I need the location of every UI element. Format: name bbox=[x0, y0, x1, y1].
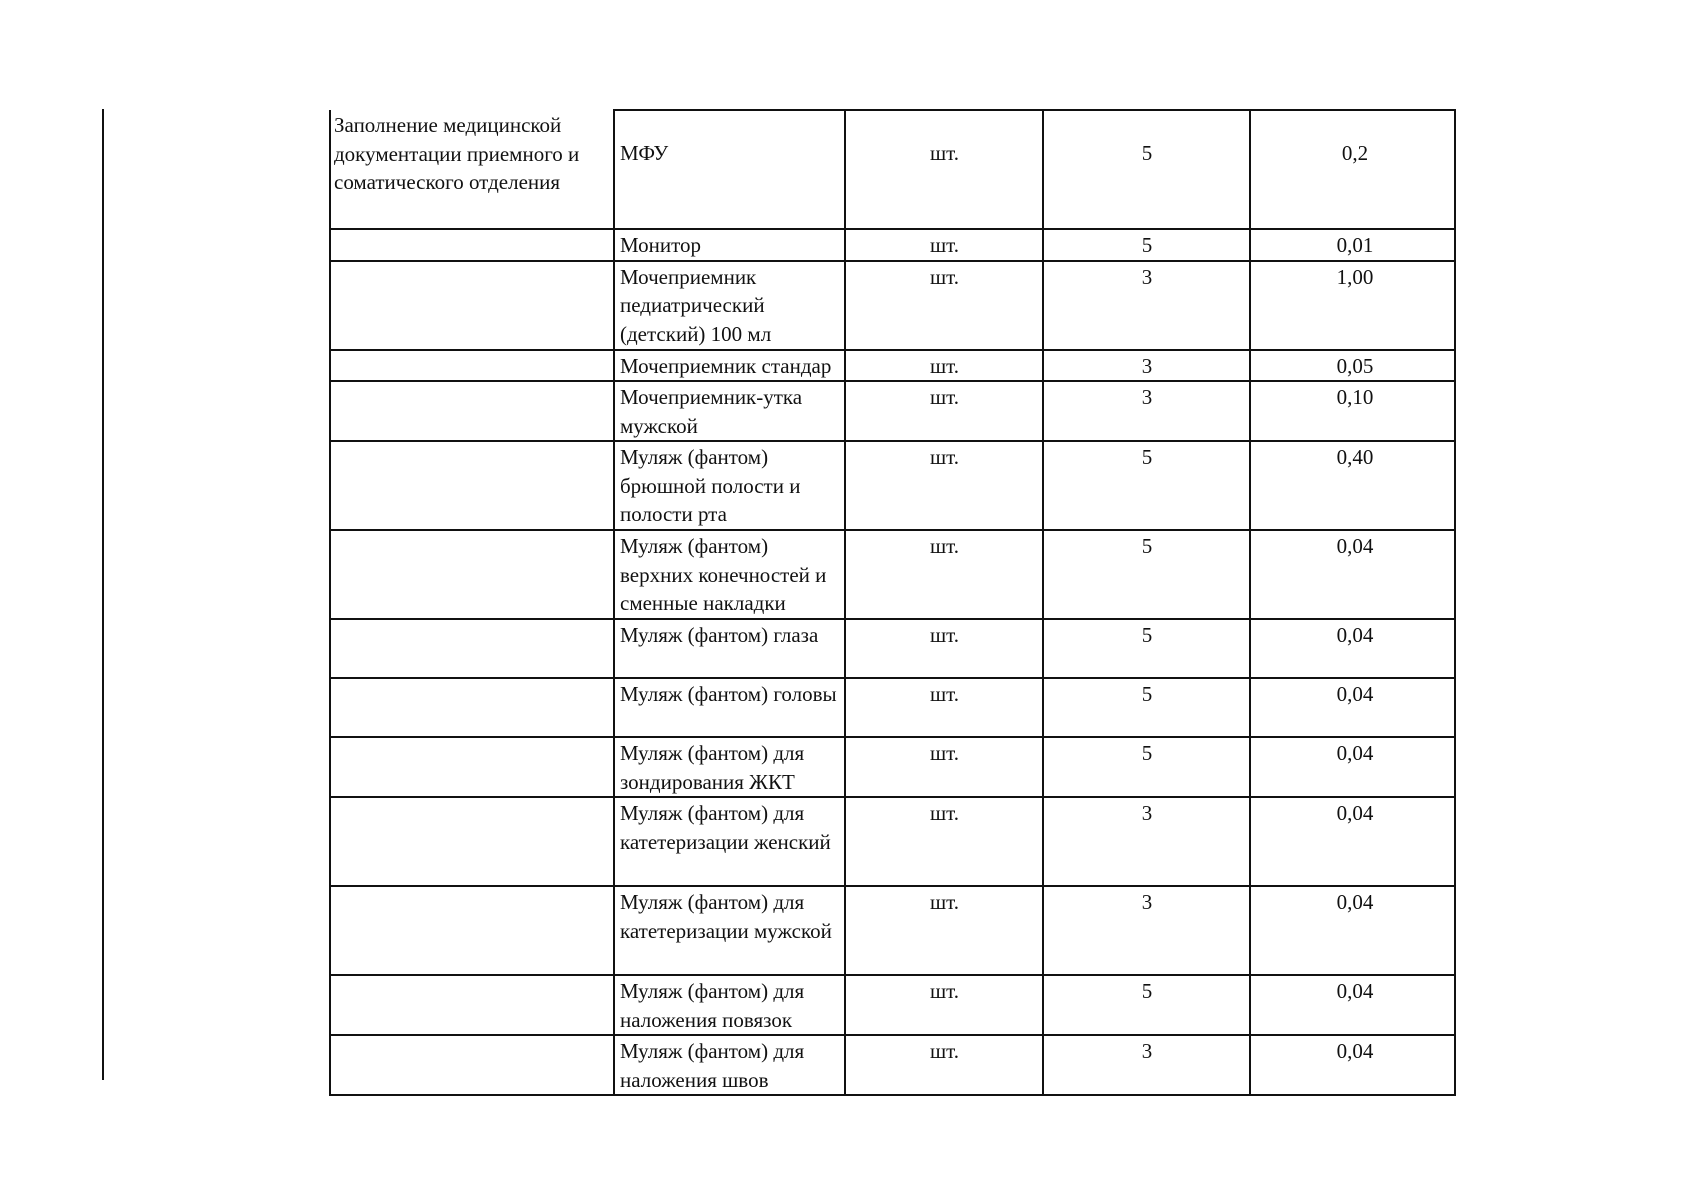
item-quantity: 5 bbox=[1043, 678, 1250, 737]
item-value: 0,04 bbox=[1250, 737, 1455, 797]
item-quantity: 3 bbox=[1043, 797, 1250, 886]
item-quantity: 5 bbox=[1043, 737, 1250, 797]
section-label-cell bbox=[330, 110, 614, 229]
item-value: 0,2 bbox=[1250, 110, 1455, 229]
item-unit: шт. bbox=[845, 441, 1043, 530]
table-row bbox=[330, 381, 1455, 441]
section-empty-cell bbox=[330, 975, 614, 1035]
section-empty-cell bbox=[330, 261, 614, 350]
item-name: Муляж (фантом) брюшной полости и полости рта bbox=[614, 441, 845, 530]
section-empty-cell bbox=[330, 678, 614, 737]
table-row bbox=[330, 797, 1455, 886]
table-row bbox=[330, 530, 1455, 619]
item-value: 0,04 bbox=[1250, 975, 1455, 1035]
item-quantity: 5 bbox=[1043, 530, 1250, 619]
item-value: 0,04 bbox=[1250, 619, 1455, 678]
item-unit: шт. bbox=[845, 110, 1043, 229]
table-row bbox=[330, 975, 1455, 1035]
item-quantity: 3 bbox=[1043, 886, 1250, 975]
table-row bbox=[330, 886, 1455, 975]
item-unit: шт. bbox=[845, 530, 1043, 619]
table-row bbox=[330, 350, 1455, 382]
item-unit: шт. bbox=[845, 975, 1043, 1035]
item-value: 0,05 bbox=[1250, 350, 1455, 382]
section-empty-cell bbox=[330, 1035, 614, 1095]
item-name: Муляж (фантом) для катетеризации женский bbox=[614, 797, 845, 886]
item-value: 0,04 bbox=[1250, 530, 1455, 619]
table-row bbox=[330, 261, 1455, 350]
item-value: 0,04 bbox=[1250, 797, 1455, 886]
item-quantity: 3 bbox=[1043, 261, 1250, 350]
table-row bbox=[330, 1035, 1455, 1095]
item-unit: шт. bbox=[845, 737, 1043, 797]
item-name: Мочеприемник-утка мужской bbox=[614, 381, 845, 441]
item-name: Муляж (фантом) верхних конечностей и сменные накладки bbox=[614, 530, 845, 619]
item-value: 0,01 bbox=[1250, 229, 1455, 261]
section-empty-cell bbox=[330, 350, 614, 382]
item-value: 1,00 bbox=[1250, 261, 1455, 350]
item-unit: шт. bbox=[845, 886, 1043, 975]
item-name: Муляж (фантом) для катетеризации мужской bbox=[614, 886, 845, 975]
item-value: 0,10 bbox=[1250, 381, 1455, 441]
item-quantity: 3 bbox=[1043, 381, 1250, 441]
equipment-table bbox=[329, 109, 1456, 1096]
item-name: МФУ bbox=[614, 110, 845, 229]
section-label: Заполнение медицинской документации приемного и соматического отделения bbox=[334, 113, 580, 194]
item-name: Муляж (фантом) для зондирования ЖКТ bbox=[614, 737, 845, 797]
section-empty-cell bbox=[330, 886, 614, 975]
item-name: Муляж (фантом) головы bbox=[614, 678, 845, 737]
item-quantity: 5 bbox=[1043, 619, 1250, 678]
item-unit: шт. bbox=[845, 1035, 1043, 1095]
item-unit: шт. bbox=[845, 619, 1043, 678]
item-value: 0,04 bbox=[1250, 678, 1455, 737]
item-quantity: 5 bbox=[1043, 441, 1250, 530]
item-unit: шт. bbox=[845, 229, 1043, 261]
item-name: Муляж (фантом) глаза bbox=[614, 619, 845, 678]
section-empty-cell bbox=[330, 381, 614, 441]
item-unit: шт. bbox=[845, 381, 1043, 441]
section-empty-cell bbox=[330, 229, 614, 261]
item-value: 0,04 bbox=[1250, 1035, 1455, 1095]
item-unit: шт. bbox=[845, 678, 1043, 737]
item-value: 0,40 bbox=[1250, 441, 1455, 530]
table-row bbox=[330, 110, 1455, 229]
table-row bbox=[330, 229, 1455, 261]
item-quantity: 5 bbox=[1043, 975, 1250, 1035]
item-name: Мочеприемник педиатрический (детский) 100 мл bbox=[614, 261, 845, 350]
item-unit: шт. bbox=[845, 797, 1043, 886]
item-unit: шт. bbox=[845, 261, 1043, 350]
item-value: 0,04 bbox=[1250, 886, 1455, 975]
section-empty-cell bbox=[330, 619, 614, 678]
item-quantity: 5 bbox=[1043, 229, 1250, 261]
section-empty-cell bbox=[330, 797, 614, 886]
section-empty-cell bbox=[330, 530, 614, 619]
item-unit: шт. bbox=[845, 350, 1043, 382]
table-row bbox=[330, 619, 1455, 678]
section-empty-cell bbox=[330, 441, 614, 530]
table-row bbox=[330, 441, 1455, 530]
item-name: Монитор bbox=[614, 229, 845, 261]
item-quantity: 5 bbox=[1043, 110, 1250, 229]
table-row bbox=[330, 737, 1455, 797]
item-name: Муляж (фантом) для наложения швов bbox=[614, 1035, 845, 1095]
left-margin-rule bbox=[102, 109, 104, 1080]
item-quantity: 3 bbox=[1043, 1035, 1250, 1095]
table-row bbox=[330, 678, 1455, 737]
item-name: Муляж (фантом) для наложения повязок bbox=[614, 975, 845, 1035]
item-name: Мочеприемник стандар bbox=[614, 350, 845, 382]
item-quantity: 3 bbox=[1043, 350, 1250, 382]
section-empty-cell bbox=[330, 737, 614, 797]
